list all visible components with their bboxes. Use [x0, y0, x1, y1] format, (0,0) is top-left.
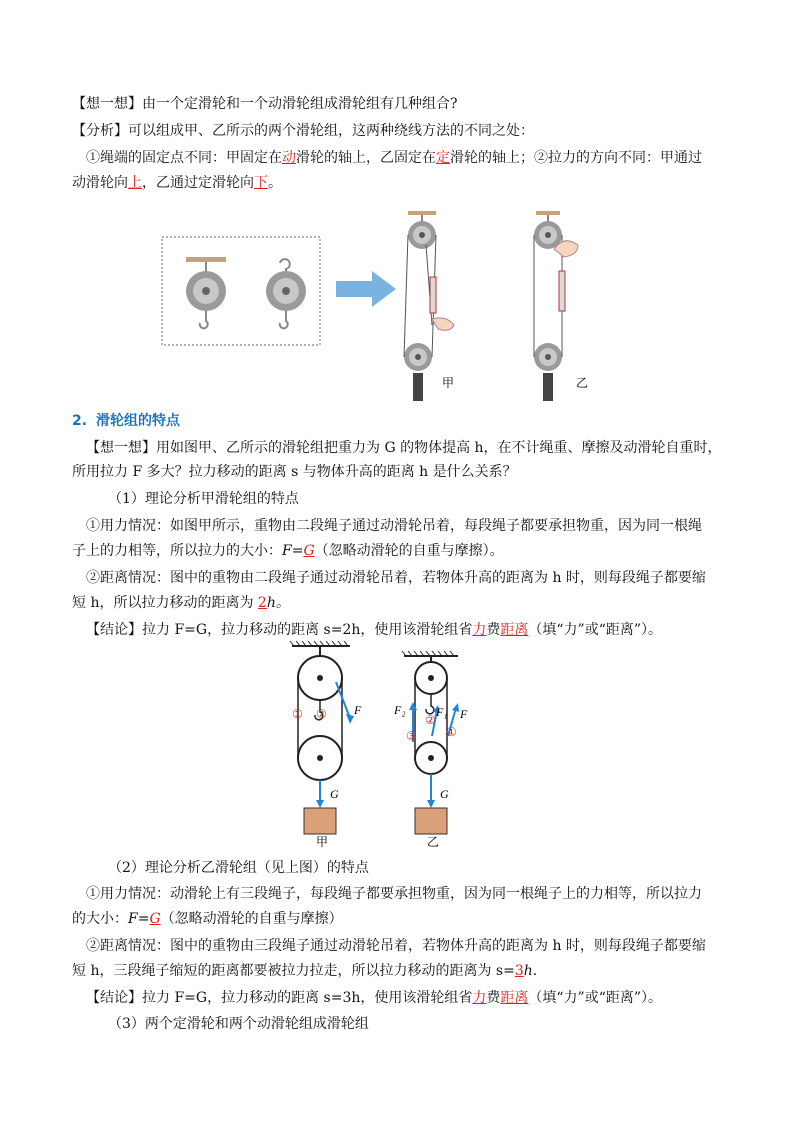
section-2-heading: 2. 滑轮组的特点	[72, 413, 180, 429]
jia-diagram-label: 甲	[316, 835, 329, 849]
yi-distance-line1: ②距离情况：图中的重物由三段绳子通过动滑轮吊着，若物体升高的距离为 h 时，则每段绳子都要缩	[86, 938, 706, 954]
yi-distance-line2: 短 h，三段绳子缩短的距离都要被拉力拉走，所以拉力移动的距离为 s=3h.	[72, 963, 538, 979]
think-question-2-line2: 所用拉力 F 多大？拉力移动的距离 s 与物体升高的距离 h 是什么关系？	[72, 464, 517, 480]
analysis-p2: 动滑轮向上，乙通过定滑轮向下。	[72, 175, 282, 191]
yi-G-label: G	[440, 787, 449, 801]
think-question-2-line1: 【想一想】用如图甲、乙所示的滑轮组把重力为 G 的物体提高 h，在不计绳重、摩擦及动滑轮自重时，	[86, 440, 722, 456]
yi-diagram-label: 乙	[427, 835, 440, 849]
answer-blank: 力	[472, 990, 487, 1006]
yi-F2-label: F₂	[394, 703, 406, 717]
subheading-1: （1）理论分析甲滑轮组的特点	[108, 491, 299, 507]
photo-label-yi: 乙	[576, 376, 589, 390]
photo-label-jia: 甲	[442, 376, 455, 390]
answer-blank: 动	[282, 150, 296, 166]
analysis-line: 【分析】可以组成甲、乙所示的两个滑轮组，这两种绕线方法的不同之处：	[72, 123, 534, 139]
jia-conclusion: 【结论】拉力 F=G，拉力移动的距离 s=2h，使用该滑轮组省力费距离（填“力”或“距离”）。	[86, 622, 663, 638]
jia-force-line1: ①用力情况：如图甲所示，重物由二段绳子通过动滑轮吊着，每段绳子都要承担物重，因为同一根绳	[86, 518, 702, 534]
jia-G-label: G	[330, 787, 339, 801]
answer-blank: 2	[257, 595, 267, 611]
jia-distance-line1: ②距离情况：图中的重物由二段绳子通过动滑轮吊着，若物体升高的距离为 h 时，则每段绳子都要缩	[86, 570, 706, 586]
jia-distance-line2: 短 h，所以拉力移动的距离为 2h。	[72, 595, 290, 611]
pulley-diagram	[280, 640, 500, 852]
yi-force-line2: 的大小：F=G（忽略动滑轮的自重与摩擦）	[72, 911, 343, 927]
answer-blank: G	[303, 543, 315, 559]
yi-rope-1: ①	[446, 725, 457, 739]
answer-blank: 3	[514, 963, 524, 979]
pulley-photo-figure	[150, 205, 630, 405]
yi-conclusion: 【结论】拉力 F=G，拉力移动的距离 s=3h，使用该滑轮组省力费距离（填“力”或“距离”）。	[86, 990, 663, 1006]
yi-force-line1: ①用力情况：动滑轮上有三段绳子，每段绳子都要承担物重，因为同一根绳子上的力相等，所以拉力	[86, 886, 702, 902]
jia-rope-1: ①	[292, 707, 303, 721]
answer-blank: 上	[128, 175, 142, 191]
analysis-p1: ①绳端的固定点不同：甲固定在动滑轮的轴上，乙固定在定滑轮的轴上；②拉力的方向不同：甲通过	[86, 150, 702, 166]
answer-blank: 力	[472, 622, 487, 638]
jia-force-line2: 子上的力相等，所以拉力的大小：F=G（忽略动滑轮的自重与摩擦）。	[72, 543, 504, 559]
jia-rope-2: ②	[316, 707, 327, 721]
think-question-1: 【想一想】由一个定滑轮和一个动滑轮组成滑轮组有几种组合?	[72, 96, 458, 112]
yi-rope-3: ③	[406, 729, 417, 743]
yi-rope-2: ②	[425, 713, 436, 727]
jia-F-label: F	[354, 703, 362, 717]
yi-F-label: F	[460, 707, 468, 721]
answer-blank: 定	[436, 150, 450, 166]
answer-blank: 距离	[500, 990, 529, 1006]
yi-F1-label: F₁	[436, 705, 448, 719]
answer-blank: G	[149, 911, 161, 927]
subheading-2: （2）理论分析乙滑轮组（见上图）的特点	[108, 860, 369, 876]
subheading-3: （3）两个定滑轮和两个动滑轮组成滑轮组	[108, 1016, 369, 1032]
answer-blank: 下	[254, 175, 268, 191]
answer-blank: 距离	[500, 622, 529, 638]
